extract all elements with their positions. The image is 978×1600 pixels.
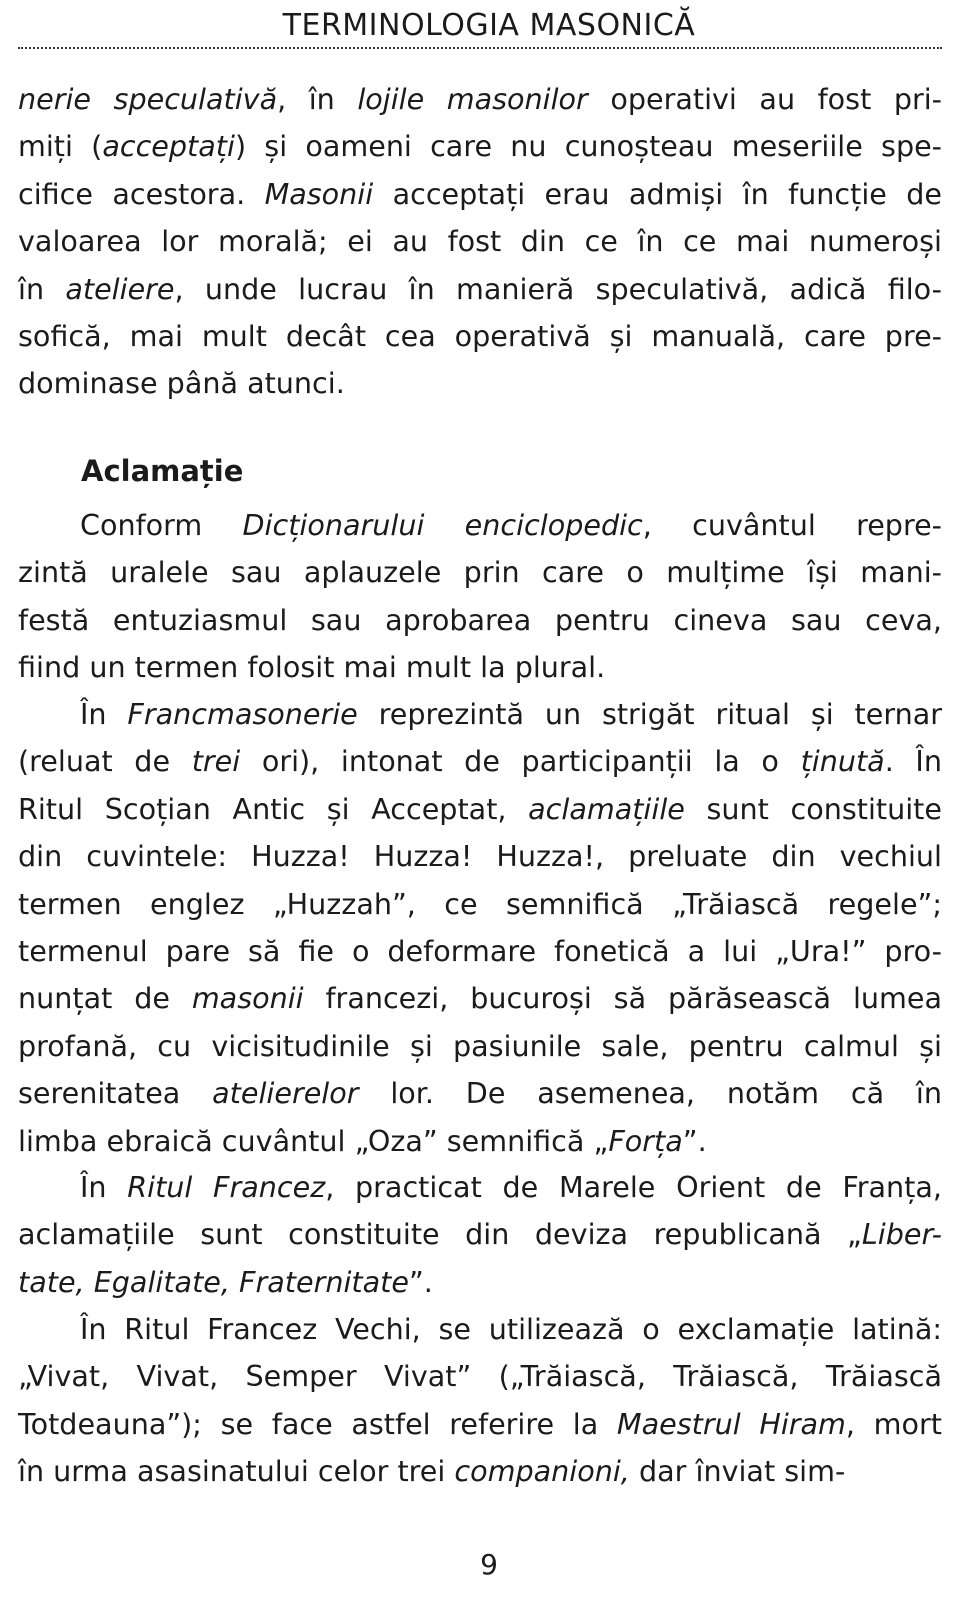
text-line: termenul pare să fie o deformare fonetică a lui „Ura!” pro- — [18, 934, 942, 969]
text-line: Ritul Scoțian Antic și Acceptat, aclamațiile sunt constituite — [18, 791, 942, 826]
intro-paragraph — [18, 76, 942, 408]
text-line: tate, Egalitate, Fraternitate”. — [18, 1264, 433, 1299]
text-line: valoarea lor morală; ei au fost din ce în ce mai numeroși — [18, 224, 942, 259]
text-line: (reluat de trei ori), intonat de participanții la o ținută. În — [18, 744, 942, 779]
text-line: În Francmasonerie reprezintă un strigăt ritual și ternar — [80, 697, 942, 731]
text-line: cifice acestora. Masonii acceptați erau admiși în funcție de — [18, 176, 942, 211]
rit-francez-vechi-paragraph — [18, 1306, 942, 1496]
header-dotted-rule — [18, 47, 942, 49]
running-header: TERMINOLOGIA MASONICĂ — [282, 8, 696, 43]
francmasonerie-paragraph — [18, 691, 942, 1165]
text-line: Conform Dicționarului enciclopedic, cuvântul repre- — [80, 508, 942, 542]
text-line: zintă uralele sau aplauzele prin care o mulțime își mani- — [18, 555, 942, 590]
text-line: nunțat de masonii francezi, bucuroși să părăsească lumea — [18, 981, 942, 1016]
text-line: fiind un termen folosit mai mult la plural. — [18, 650, 606, 685]
text-line: nerie speculativă, în lojile masonilor operativi au fost pri- — [18, 82, 942, 116]
text-line: miți (acceptați) și oameni care nu cunoșteau meseriile spe- — [18, 129, 943, 164]
text-line: din cuvintele: Huzza! Huzza! Huzza!, preluate din vechiul — [18, 839, 942, 874]
text-line: În Ritul Francez Vechi, se utilizează o exclamație latină: — [80, 1312, 942, 1346]
text-line: termen englez „Huzzah”, ce semnifică „Trăiască regele”; — [18, 886, 942, 921]
definition-paragraph — [18, 502, 942, 692]
text-line: profană, cu vicisitudinile și pasiunile sale, pentru calmul și — [18, 1028, 942, 1063]
entry-heading: Aclamație — [81, 454, 244, 488]
page-number: 9 — [480, 1548, 498, 1581]
text-line: În Ritul Francez, practicat de Marele Orient de Franța, — [80, 1170, 942, 1204]
rit-francez-paragraph — [18, 1164, 942, 1306]
text-line: dominase până atunci. — [18, 366, 345, 401]
text-line: „Vivat, Vivat, Semper Vivat” („Trăiască, Trăiască, Trăiască — [18, 1359, 942, 1394]
text-line: serenitatea atelierelor lor. De asemenea, notăm că în — [18, 1076, 942, 1111]
text-line: aclamațiile sunt constituite din deviza republicană „Liber- — [18, 1217, 942, 1252]
text-line: Totdeauna”); se face astfel referire la Maestrul Hiram, mort — [18, 1406, 942, 1441]
text-line: limba ebraică cuvântul „Oza” semnifică „Forța”. — [18, 1123, 707, 1158]
text-line: festă entuziasmul sau aprobarea pentru cineva sau ceva, — [18, 602, 942, 637]
text-line: în ateliere, unde lucrau în manieră speculativă, adică filo- — [18, 271, 942, 306]
text-line: sofică, mai mult decât cea operativă și manuală, care pre- — [18, 319, 942, 354]
text-line: în urma asasinatului celor trei companioni, dar înviat sim- — [18, 1454, 846, 1489]
